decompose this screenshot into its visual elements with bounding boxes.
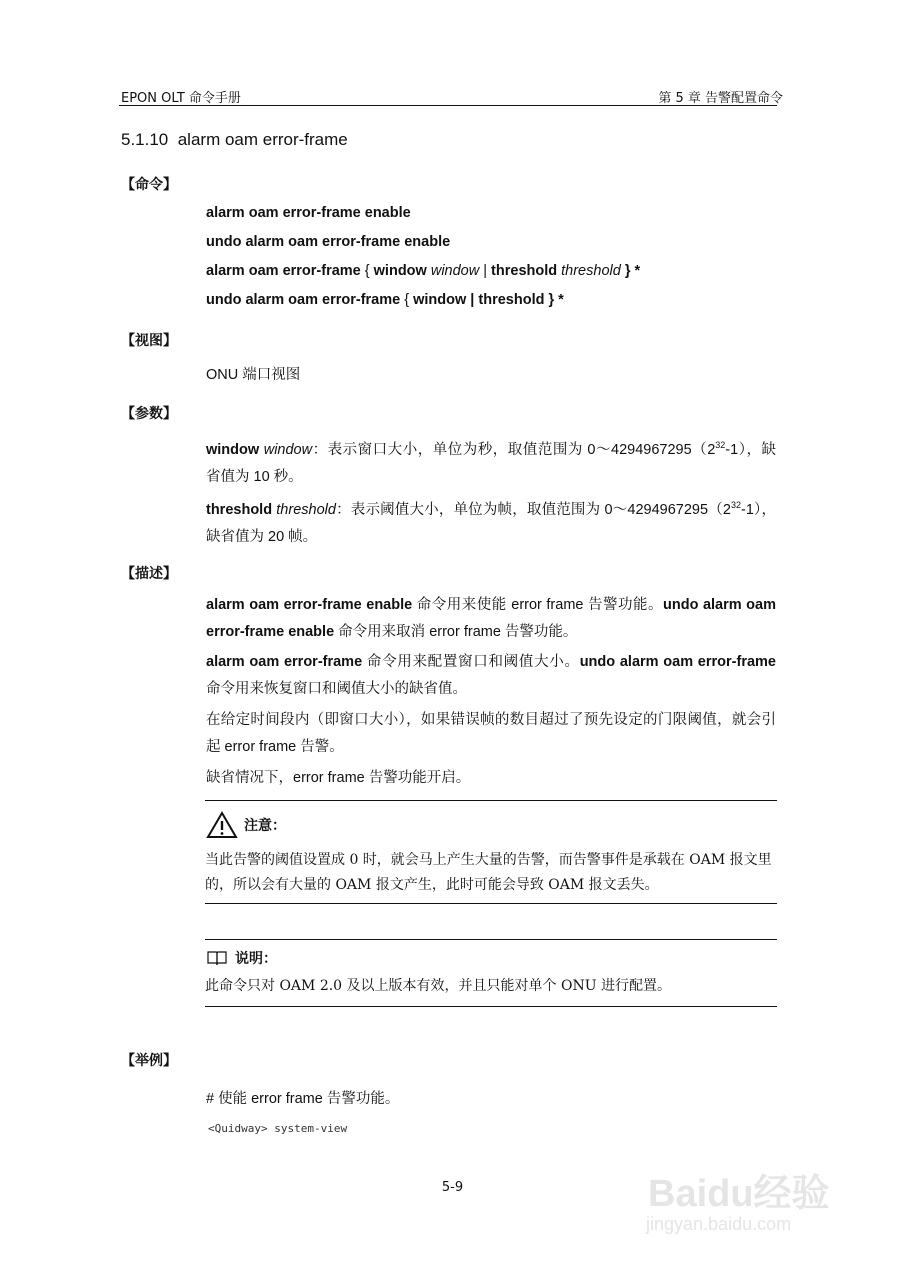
param-window-desc-b: -1），缺省值为 10 秒。 <box>206 441 776 485</box>
tag-example: 【举例】 <box>121 1053 177 1069</box>
section-title <box>121 130 348 150</box>
command-line-2: undo alarm oam error-frame enable <box>206 234 451 250</box>
param-threshold <box>206 492 776 551</box>
watermark-logo: Baidu经验 <box>648 1173 830 1215</box>
param-threshold-arg: threshold <box>272 501 336 518</box>
param-window-sup: 32 <box>715 440 726 450</box>
desc2-keyword-1: alarm oam error-frame <box>206 654 363 670</box>
note-heading <box>207 948 277 968</box>
watermark-url: jingyan.baidu.com <box>646 1214 792 1234</box>
param-threshold-keyword: threshold <box>206 501 273 518</box>
view-text: ONU 端口视图 <box>206 367 301 383</box>
cmd3-window: window <box>373 263 427 279</box>
section-number: 5.1.10 <box>121 130 169 149</box>
desc2-text-1: 命令用来配置窗口和阈值大小。 <box>362 654 580 670</box>
desc2-keyword-2: undo alarm oam error-frame <box>579 654 776 670</box>
note-top-rule <box>205 939 777 940</box>
header-rule <box>119 105 777 106</box>
caution-text: 当此告警的阈值设置成 0 时，就会马上产生大量的告警，而告警事件是承载在 OAM 报文里的，所以会有大量的 OAM 报文产生，此时可能会导致 OAM 报文丢失。 <box>205 852 772 893</box>
param-window-keyword: window <box>206 441 260 458</box>
cmd3-keyword: alarm oam error-frame <box>206 263 361 279</box>
tag-description: 【描述】 <box>121 566 177 582</box>
cmd4-window: window <box>413 292 467 308</box>
desc1-text-2: 命令用来取消 error frame 告警功能。 <box>334 624 578 640</box>
example-code: <Quidway> system-view <box>208 1122 348 1135</box>
caution-title: 注意： <box>244 818 286 834</box>
cmd4-keyword: undo alarm oam error-frame <box>206 292 401 308</box>
cmd3-brace-close: } * <box>620 263 641 279</box>
header-right: 第 5 章 告警配置命令 <box>658 91 783 106</box>
tag-command: 【命令】 <box>121 177 177 193</box>
caution-bottom-rule <box>205 903 777 904</box>
param-window-desc-a: ：表示窗口大小，单位为秒，取值范围为 0～4294967295（2 <box>312 441 716 458</box>
desc-paragraph-4: 缺省情况下，error frame 告警功能开启。 <box>206 770 471 786</box>
param-threshold-desc-a: ：表示阈值大小，单位为帧，取值范围为 0～4294967295（2 <box>335 501 731 518</box>
cmd3-sep: | <box>479 263 492 279</box>
book-icon <box>207 950 227 966</box>
command-line-1: alarm oam error-frame enable <box>206 205 411 221</box>
note-text: 此命令只对 OAM 2.0 及以上版本有效，并且只能对单个 ONU 进行配置。 <box>205 978 671 994</box>
page-number: 5-9 <box>441 1180 464 1195</box>
tag-params: 【参数】 <box>121 406 177 422</box>
example-comment: # 使能 error frame 告警功能。 <box>206 1091 400 1107</box>
note-bottom-rule <box>205 1006 777 1007</box>
cmd3-threshold-arg: threshold <box>557 263 621 279</box>
command-line-3 <box>206 263 640 279</box>
cmd3-window-arg: window <box>426 263 480 279</box>
param-threshold-desc-b: -1），缺省值为 20 帧。 <box>206 501 776 545</box>
note-title: 说明： <box>235 951 277 967</box>
desc1-keyword-1: alarm oam error-frame enable <box>206 597 413 613</box>
caution-top-rule <box>205 800 777 801</box>
desc1-keyword-2: undo alarm oam error-frame enable <box>206 597 776 640</box>
desc-paragraph-1 <box>206 592 776 646</box>
cmd4-threshold: threshold <box>478 292 545 308</box>
desc1-text-1: 命令用来使能 error frame 告警功能。 <box>412 597 663 613</box>
warning-triangle-icon <box>206 811 238 839</box>
section-name: alarm oam error-frame <box>177 130 348 149</box>
caution-heading <box>206 810 286 840</box>
param-threshold-sup: 32 <box>730 500 741 510</box>
command-line-4 <box>206 292 564 308</box>
param-window <box>206 432 776 491</box>
cmd4-sep: | <box>466 292 479 308</box>
param-window-arg: window <box>259 441 313 458</box>
desc2-text-2: 命令用来恢复窗口和阈值大小的缺省值。 <box>206 681 467 697</box>
desc-paragraph-3: 在给定时间段内（即窗口大小），如果错误帧的数目超过了预先设定的门限阈值，就会引起 error frame 告警。 <box>206 712 776 755</box>
desc-paragraph-2 <box>206 649 776 703</box>
header-left: EPON OLT 命令手册 <box>121 91 241 106</box>
cmd4-brace-close: } * <box>544 292 564 308</box>
cmd4-brace-open: { <box>400 292 414 308</box>
tag-view: 【视图】 <box>121 333 177 349</box>
cmd3-brace-open: { <box>360 263 374 279</box>
cmd3-threshold: threshold <box>491 263 558 279</box>
